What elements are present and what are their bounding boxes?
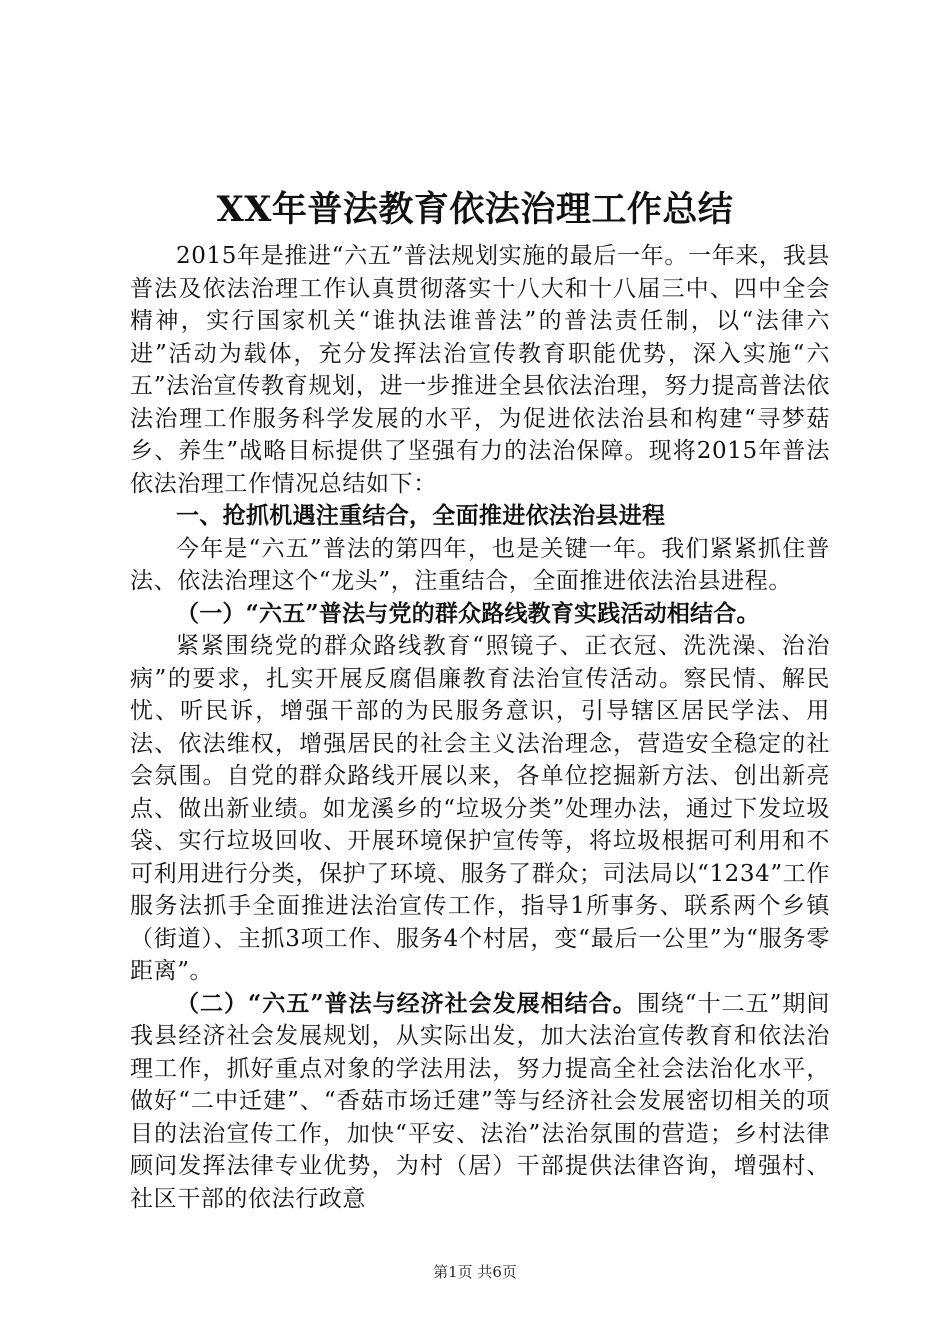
page-footer: 第1页 共6页: [433, 1263, 517, 1281]
subsection-2-text: 围绕“十二五”期间我县经济社会发展规划，从实际出发，加大法治宣传教育和依法治理工作，抓好重点对象的学法用法，努力提高全社会法治化水平，做好“二中迁建”、“香菇市场迁建”等与经济社会发展密切相关的项目的法治宣传工作，加快“平安、法治”法治氛围的营造；乡村法律顾问发挥法律专业优势，为村（居）干部提供法律咨询，增强村、社区干部的依法行政意: [130, 990, 830, 1212]
subsection-heading-2: （二）“六五”普法与经济社会发展相结合。: [176, 989, 637, 1017]
section-heading-1: 一、抢抓机遇注重结合，全面推进依法治县进程: [176, 502, 666, 529]
subsection-1-paragraph: 紧紧围绕党的群众路线教育“照镜子、正衣冠、洗洗澡、治治病”的要求，扎实开展反腐倡廉教育法治宣传活动。察民情、解民忧、听民诉，增强干部的为民服务意识，引导辖区居民学法、用法、依法维权，增强居民的社会主义法治理念，营造安全稳定的社会氛围。自党的群众路线开展以来，各单位挖掘新方法、创出新亮点、做出新业绩。如龙溪乡的“垃圾分类”处理办法，通过下发垃圾袋、实行垃圾回收、开展环境保护宣传等，将垃圾根据可利用和不可利用进行分类，保护了环境、服务了群众；司法局以“1234”工作服务法抓手全面推进法治宣传工作，指导1所事务、联系两个乡镇（街道）、主抓3项工作、服务4个村居，变“最后一公里”为“服务零距离”。: [130, 633, 830, 984]
document-title: XX年普法教育依法治理工作总结: [216, 189, 734, 230]
section-1-paragraph: 今年是“六五”普法的第四年，也是关键一年。我们紧紧抓住普法、依法治理这个“龙头”，注重结合，全面推进依法治县进程。: [130, 535, 830, 594]
intro-paragraph: 2015年是推进“六五”普法规划实施的最后一年。一年来，我县普法及依法治理工作认真贯彻落实十八大和十八届三中、四中全会精神，实行国家机关“谁执法谁普法”的普法责任制，以“法律六进”活动为载体，充分发挥法治宣传教育职能优势，深入实施“六五”法治宣传教育规划，进一步推进全县依法治理，努力提高普法依法治理工作服务科学发展的水平，为促进依法治县和构建“寻梦菇乡、养生”战略目标提供了坚强有力的法治保障。现将2015年普法依法治理工作情况总结如下：: [130, 243, 830, 497]
subsection-heading-1: （一）“六五”普法与党的群众路线教育实践活动相结合。: [176, 599, 760, 627]
subsection-2-paragraph: [130, 988, 830, 1216]
document-body: [130, 240, 830, 1215]
